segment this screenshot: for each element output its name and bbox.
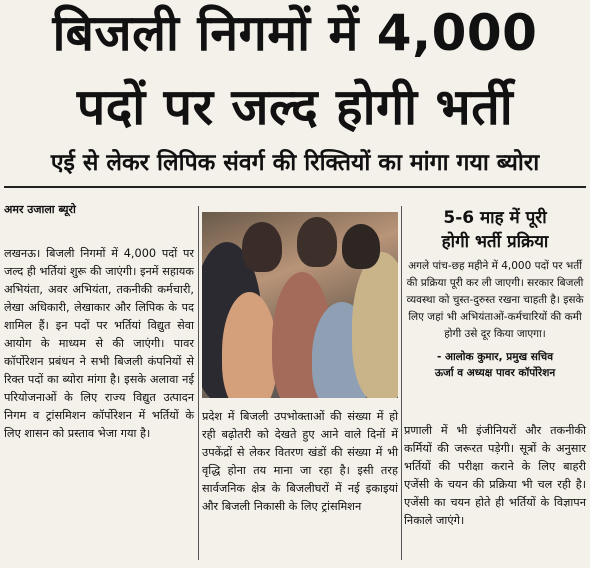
quote-box-heading-1: 5-6 माह में पूरी — [443, 208, 547, 228]
quote-attribution-1: - आलोक कुमार, प्रमुख सचिव — [436, 351, 554, 363]
quote-attribution-2: ऊर्जा व अध्यक्ष पावर कॉर्पोरेशन — [434, 367, 556, 379]
headline-line-2: पदों पर जल्द होगी भर्ती — [76, 78, 514, 136]
headline-line-1: बिजली निगमों में 4,000 — [52, 4, 538, 62]
crowd-photo — [202, 212, 398, 398]
byline: अमर उजाला ब्यूरो — [4, 203, 76, 216]
article-column-3: प्रणाली में भी इंजीनियरों और तकनीकी कर्मियों की जरूरत पड़ेगी। सूत्रों के अनुसार भर्तियों की परीक्षा कराने के लिए बाहरी एजेंसी के चयन की प्रक्रिया भी चल रही है। एजेंसी का चयन होते ही भर्तियों के विज्ञापन निकाले जाएंगे। — [404, 424, 586, 527]
subheadline: एई से लेकर लिपिक संवर्ग की रिक्तियों का मांगा गया ब्योरा — [50, 150, 540, 176]
article-column-2: प्रदेश में बिजली उपभोक्ताओं की संख्या में हो रही बढ़ोतरी को देखते हुए आने वाले दिनों में उपकेंद्रों से लेकर वितरण खंडों की संख्या में भी वृद्धि होना तय माना जा रहा है। इसी तरह सार्वजनिक क्षेत्र के बिजलीघरों में नई इकाइयां और बिजली निकासी के लिए ट्रांसमिशन — [202, 410, 398, 513]
article-column-1: लखनऊ। बिजली निगमों में 4,000 पदों पर जल्द ही भर्तियां शुरू की जाएंगी। इनमें सहायक अभियंता, अवर अभियंता, तकनीकी कर्मचारी, लेखा अधिकारी, लेखाकार और लिपिक के पद शामिल हैं। इन पदों पर भर्तियां विद्युत सेवा आयोग के माध्यम से की जाएंगी। पावर कॉर्पोरेशन प्रबंधन ने सभी बिजली कंपनियों से रिक्त पदों का ब्योरा मांगा है। इसके अलावा नई परियोजनाओं के लिए राज्य विद्युत उत्पादन निगम व ट्रांसमिशन कॉर्पोरेशन में भर्तियों के लिए शासन को प्रस्ताव भेजा गया है। — [4, 247, 194, 440]
quote-text: अगले पांच-छह महीने में 4,000 पदों पर भर्ती की प्रक्रिया पूरी कर ली जाएगी। सरकार बिजली व्यवस्था को चुस्त-दुरुस्त रखना चाहती है। इसके लिए जहां भी अभियंताओं-कर्मचारियों की कमी होगी उसे दूर किया जाएगा। — [406, 260, 584, 340]
column-divider — [401, 206, 402, 560]
column-divider — [198, 206, 199, 560]
headline — [0, 2, 590, 138]
divider-rule — [4, 186, 586, 188]
quote-box-heading-2: होगी भर्ती प्रक्रिया — [441, 232, 549, 252]
quote-box — [404, 206, 586, 414]
